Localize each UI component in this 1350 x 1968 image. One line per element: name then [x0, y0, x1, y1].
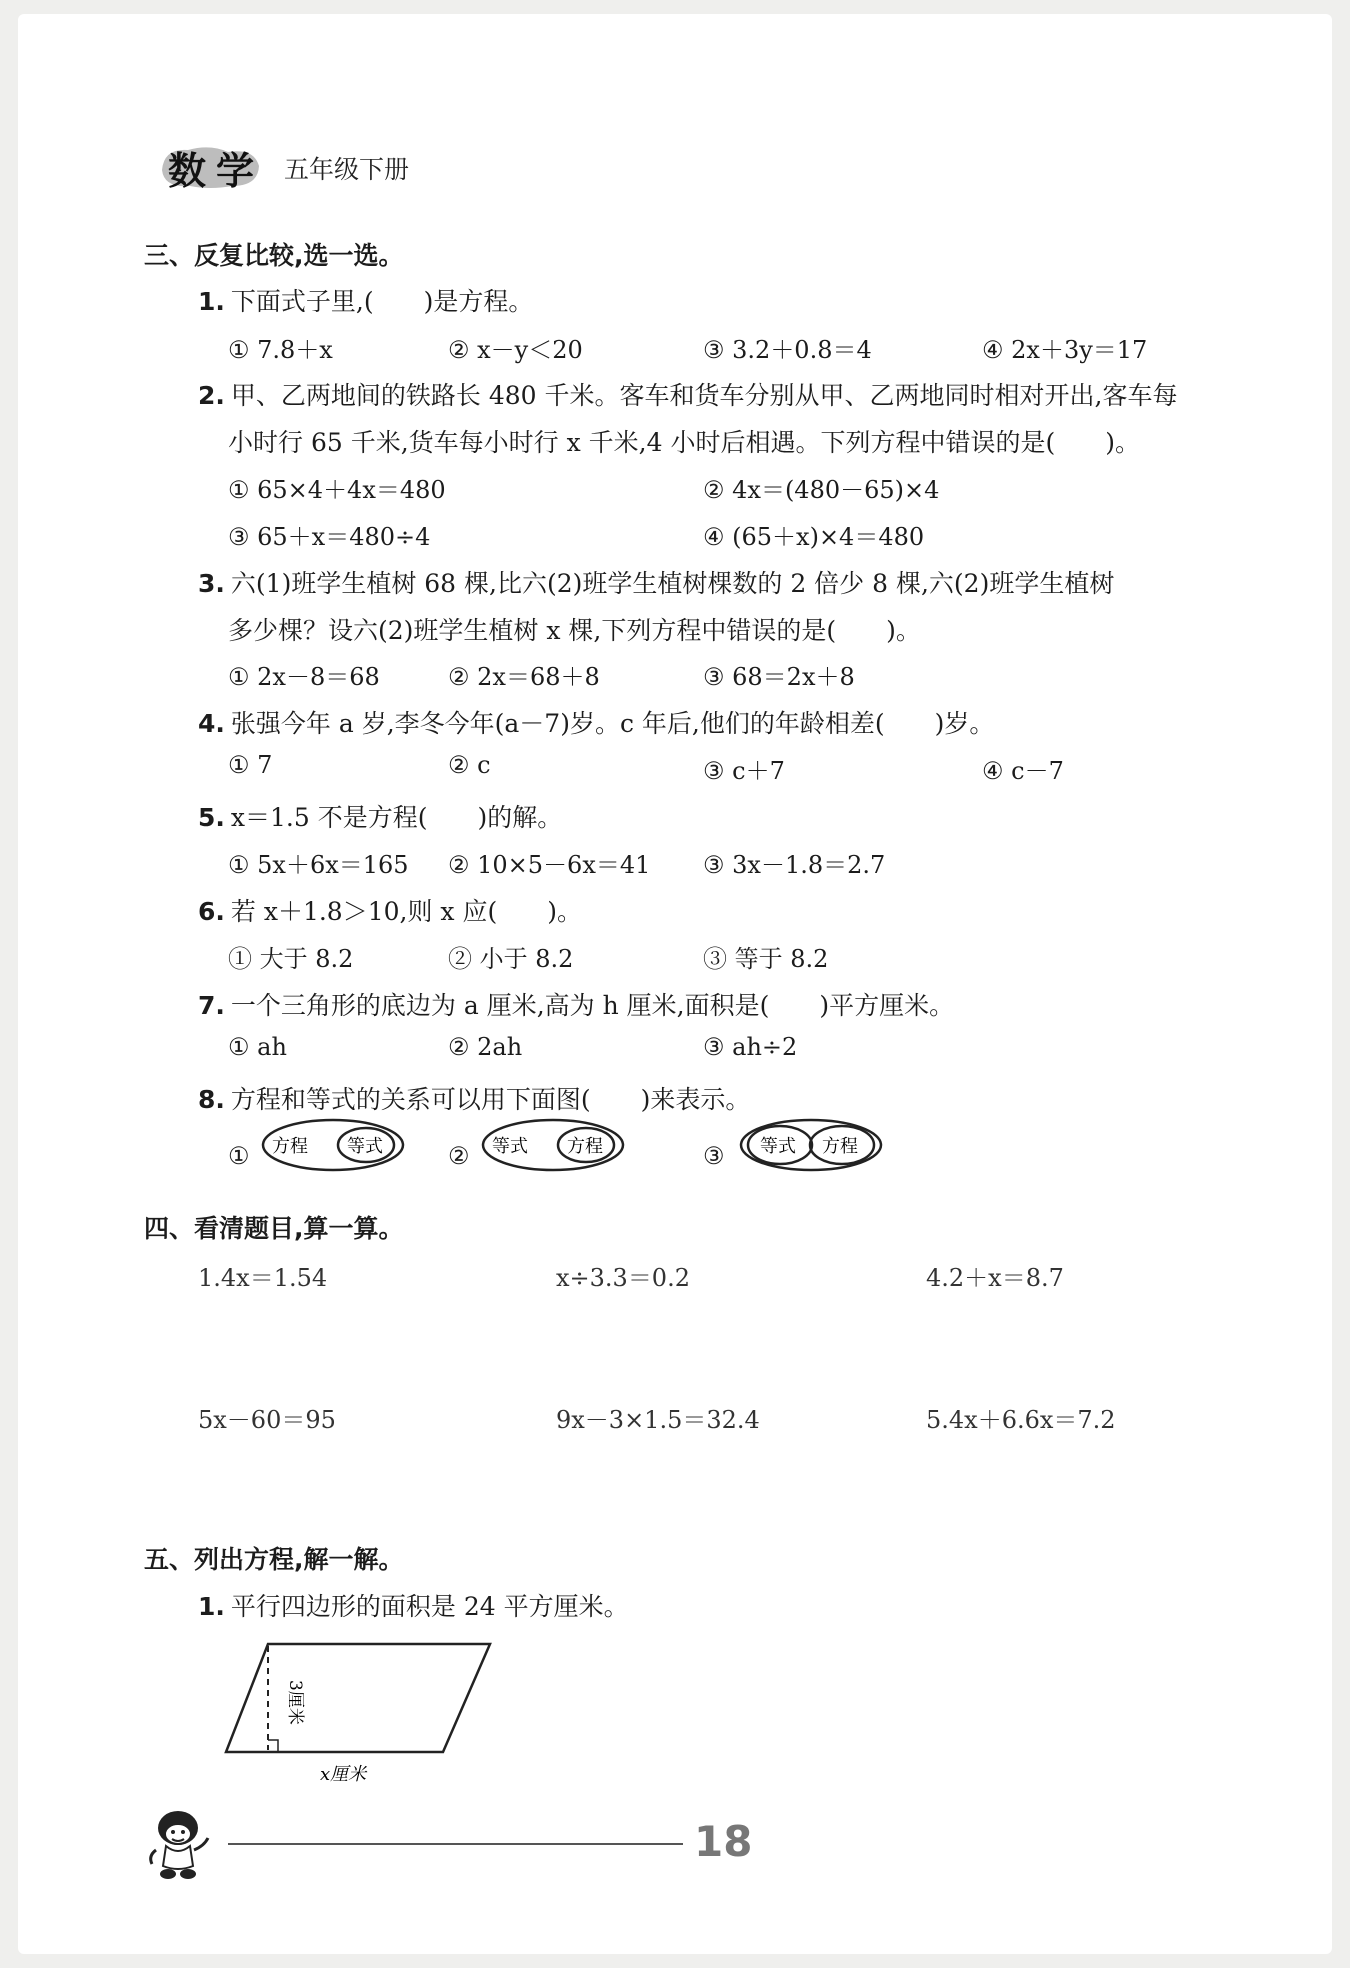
q1-option-4[interactable]: ④ 2x＋3y＝17 [982, 336, 1148, 364]
q5-option-3[interactable]: ③ 3x－1.8＝2.7 [703, 851, 886, 879]
question-text: 若 x＋1.8＞10,则 x 应( )。 [230, 897, 582, 926]
venn1-inner-label: 等式 [347, 1136, 383, 1157]
equation-2: x÷3.3＝0.2 [556, 1264, 690, 1292]
question-3-line2: 多少棵？设六(2)班学生植树 x 棵,下列方程中错误的是( )。 [228, 616, 921, 645]
equation-1: 1.4x＝1.54 [198, 1264, 328, 1292]
q5-option-2[interactable]: ② 10×5－6x＝41 [448, 851, 651, 879]
q4-option-2[interactable]: ② c [448, 751, 491, 779]
equation-6: 5.4x＋6.6x＝7.2 [926, 1406, 1116, 1434]
equation-5: 9x－3×1.5＝32.4 [556, 1406, 760, 1434]
venn1-outer-label: 方程 [272, 1136, 308, 1157]
venn3-right-label: 方程 [822, 1136, 858, 1157]
question-text: 甲、乙两地间的铁路长 480 千米。客车和货车分别从甲、乙两地同时相对开出,客车每 [230, 381, 1178, 410]
q6-option-2[interactable]: ② 小于 8.2 [448, 945, 574, 973]
q8-option-3-marker[interactable]: ③ [703, 1142, 725, 1170]
q5-option-1[interactable]: ① 5x＋6x＝165 [228, 851, 409, 879]
q6-option-3[interactable]: ③ 等于 8.2 [703, 945, 829, 973]
question-7 [198, 986, 954, 1022]
question-text: 下面式子里,( )是方程。 [230, 287, 534, 316]
section5-question-1 [198, 1587, 629, 1623]
venn2-outer-label: 等式 [492, 1136, 528, 1157]
q3-option-2[interactable]: ② 2x＝68＋8 [448, 663, 600, 691]
q6-option-1[interactable]: ① 大于 8.2 [228, 945, 354, 973]
section5-title: 五、列出方程,解一解。 [144, 1545, 404, 1574]
workbook-page [18, 14, 1332, 1954]
base-label: x厘米 [320, 1764, 367, 1785]
question-text: 一个三角形的底边为 a 厘米,高为 h 厘米,面积是( )平方厘米。 [230, 991, 955, 1020]
page-number: 18 [694, 1817, 753, 1866]
q7-option-3[interactable]: ③ ah÷2 [703, 1033, 798, 1061]
question-number: 4. [198, 709, 225, 738]
section3-title: 三、反复比较,选一选。 [144, 241, 404, 270]
q2-option-2[interactable]: ② 4x＝(480－65)×4 [703, 476, 940, 504]
q4-option-4[interactable]: ④ c－7 [982, 757, 1064, 785]
question-number: 6. [198, 897, 225, 926]
equation-4: 5x－60＝95 [198, 1406, 336, 1434]
q1-option-2[interactable]: ② x－y＜20 [448, 336, 583, 364]
question-4 [198, 704, 994, 740]
venn-diagram-2[interactable] [478, 1114, 638, 1176]
venn-diagram-1[interactable] [258, 1114, 418, 1176]
question-number: 8. [198, 1085, 225, 1114]
venn2-inner-label: 方程 [567, 1136, 603, 1157]
q8-option-2-marker[interactable]: ② [448, 1142, 470, 1170]
q3-option-1[interactable]: ① 2x－8＝68 [228, 663, 380, 691]
mascot-icon [138, 1804, 226, 1884]
question-number: 1. [198, 1592, 225, 1621]
question-2 [198, 376, 1177, 412]
question-3 [198, 564, 1114, 600]
footer-rule [228, 1843, 683, 1845]
subject-title: 数学 [168, 149, 265, 193]
q4-option-3[interactable]: ③ c＋7 [703, 757, 785, 785]
question-text: 平行四边形的面积是 24 平方厘米。 [230, 1592, 629, 1621]
q7-option-2[interactable]: ② 2ah [448, 1033, 523, 1061]
q2-option-3[interactable]: ③ 65＋x＝480÷4 [228, 523, 431, 551]
question-6 [198, 892, 582, 928]
question-2-line2: 小时行 65 千米,货车每小时行 x 千米,4 小时后相遇。下列方程中错误的是( )。 [228, 428, 1140, 457]
question-number: 5. [198, 803, 225, 832]
equation-3: 4.2＋x＝8.7 [926, 1264, 1064, 1292]
question-number: 2. [198, 381, 225, 410]
question-number: 7. [198, 991, 225, 1020]
question-number: 3. [198, 569, 225, 598]
q7-option-1[interactable]: ① ah [228, 1033, 287, 1061]
section4-title: 四、看清题目,算一算。 [144, 1214, 404, 1243]
question-8 [198, 1080, 750, 1116]
q4-option-1[interactable]: ① 7 [228, 751, 273, 779]
height-label: 3厘米 [285, 1680, 305, 1725]
venn3-left-label: 等式 [760, 1136, 796, 1157]
q3-option-3[interactable]: ③ 68＝2x＋8 [703, 663, 855, 691]
question-5 [198, 798, 562, 834]
q2-option-1[interactable]: ① 65×4＋4x＝480 [228, 476, 446, 504]
q1-option-1[interactable]: ① 7.8＋x [228, 336, 333, 364]
parallelogram-figure [218, 1624, 518, 1794]
q2-option-4[interactable]: ④ (65＋x)×4＝480 [703, 523, 925, 551]
question-text: 六(1)班学生植树 68 棵,比六(2)班学生植树棵数的 2 倍少 8 棵,六(2)班学生植树 [230, 569, 1115, 598]
question-text: 方程和等式的关系可以用下面图( )来表示。 [230, 1085, 751, 1114]
q8-option-1-marker[interactable]: ① [228, 1142, 250, 1170]
venn-diagram-3[interactable] [736, 1114, 896, 1176]
question-text: 张强今年 a 岁,李冬今年(a－7)岁。c 年后,他们的年龄相差( )岁。 [230, 709, 995, 738]
question-1 [198, 282, 533, 318]
question-text: x＝1.5 不是方程( )的解。 [230, 803, 563, 832]
grade-label: 五年级下册 [284, 155, 410, 184]
question-number: 1. [198, 287, 225, 316]
q1-option-3[interactable]: ③ 3.2＋0.8＝4 [703, 336, 872, 364]
